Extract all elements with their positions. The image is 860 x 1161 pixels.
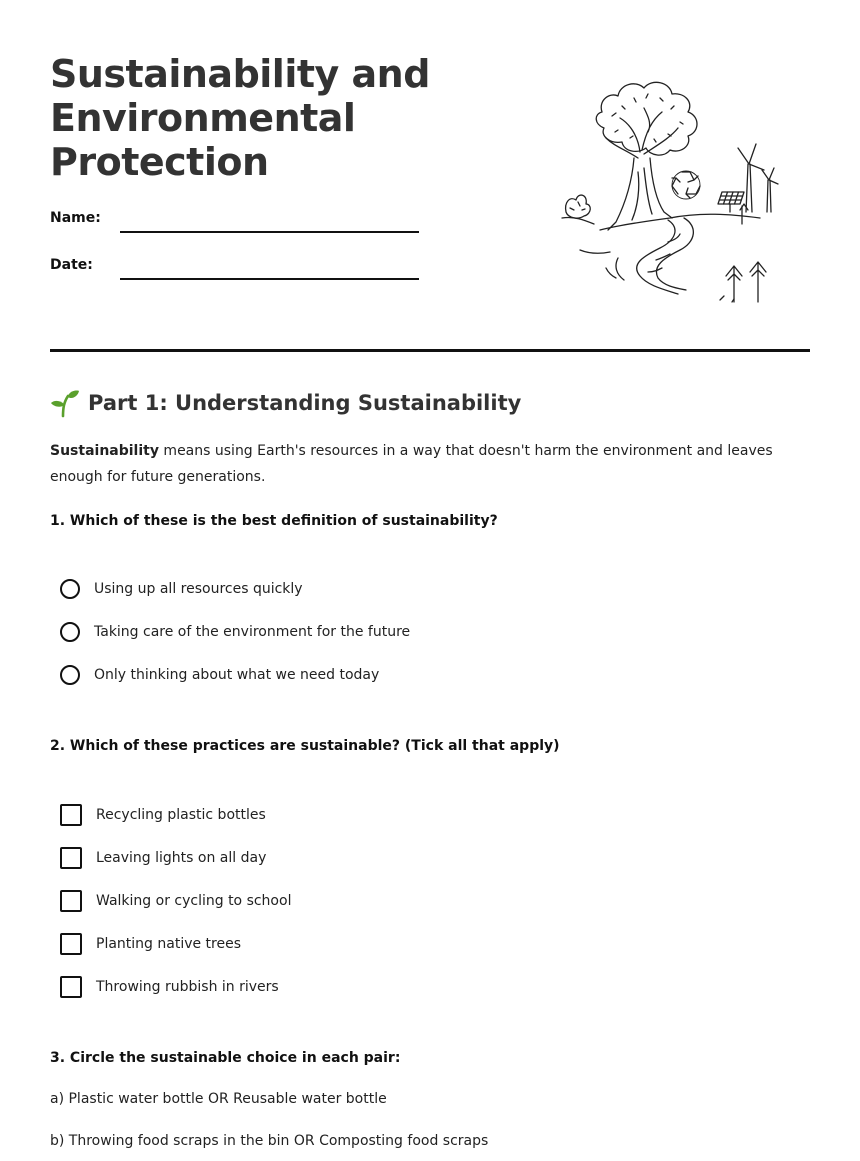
sprout-icon [50, 388, 80, 418]
radio-button[interactable] [60, 579, 80, 599]
option-label: Leaving lights on all day [96, 850, 267, 866]
title-line-2: Environmental [50, 96, 356, 140]
question-3: 3. Circle the sustainable choice in each pair: [50, 1050, 401, 1066]
q1-option-3[interactable] [60, 665, 379, 685]
radio-button[interactable] [60, 665, 80, 685]
q2-option-3[interactable] [60, 890, 291, 912]
option-label: Using up all resources quickly [94, 581, 303, 597]
tree-river-wind-turbine-illustration [560, 72, 790, 307]
section-heading-part-1 [50, 388, 521, 418]
checkbox[interactable] [60, 976, 82, 998]
q2-option-2[interactable] [60, 847, 266, 869]
checkbox[interactable] [60, 804, 82, 826]
checkbox[interactable] [60, 890, 82, 912]
q2-option-1[interactable] [60, 804, 266, 826]
option-label: Recycling plastic bottles [96, 807, 266, 823]
section-heading-text: Part 1: Understanding Sustainability [88, 391, 522, 415]
title-line-3: Protection [50, 140, 269, 184]
question-2: 2. Which of these practices are sustainable? (Tick all that apply) [50, 738, 560, 754]
choice-pair-a[interactable]: a) Plastic water bottle OR Reusable water bottle [50, 1091, 387, 1107]
q1-option-1[interactable] [60, 579, 303, 599]
choice-pair-b[interactable]: b) Throwing food scraps in the bin OR Composting food scraps [50, 1133, 489, 1149]
worksheet-title [50, 52, 520, 184]
radio-button[interactable] [60, 622, 80, 642]
header-divider [50, 349, 810, 352]
checkbox[interactable] [60, 847, 82, 869]
intro-text: means using Earth's resources in a way that doesn't harm the environment and leaves enough for future generations. [50, 443, 773, 485]
option-label: Walking or cycling to school [96, 893, 292, 909]
question-1: 1. Which of these is the best definition of sustainability? [50, 513, 498, 529]
q2-option-5[interactable] [60, 976, 279, 998]
name-field[interactable] [120, 231, 419, 233]
date-label: Date: [50, 257, 93, 273]
option-label: Throwing rubbish in rivers [96, 979, 279, 995]
title-line-1: Sustainability and [50, 52, 430, 96]
checkbox[interactable] [60, 933, 82, 955]
intro-paragraph [50, 438, 790, 490]
q1-option-2[interactable] [60, 622, 410, 642]
date-field[interactable] [120, 278, 419, 280]
q2-option-4[interactable] [60, 933, 241, 955]
option-label: Only thinking about what we need today [94, 667, 380, 683]
option-label: Taking care of the environment for the future [94, 624, 411, 640]
intro-bold-term: Sustainability [50, 443, 159, 459]
option-label: Planting native trees [96, 936, 242, 952]
name-label: Name: [50, 210, 101, 226]
